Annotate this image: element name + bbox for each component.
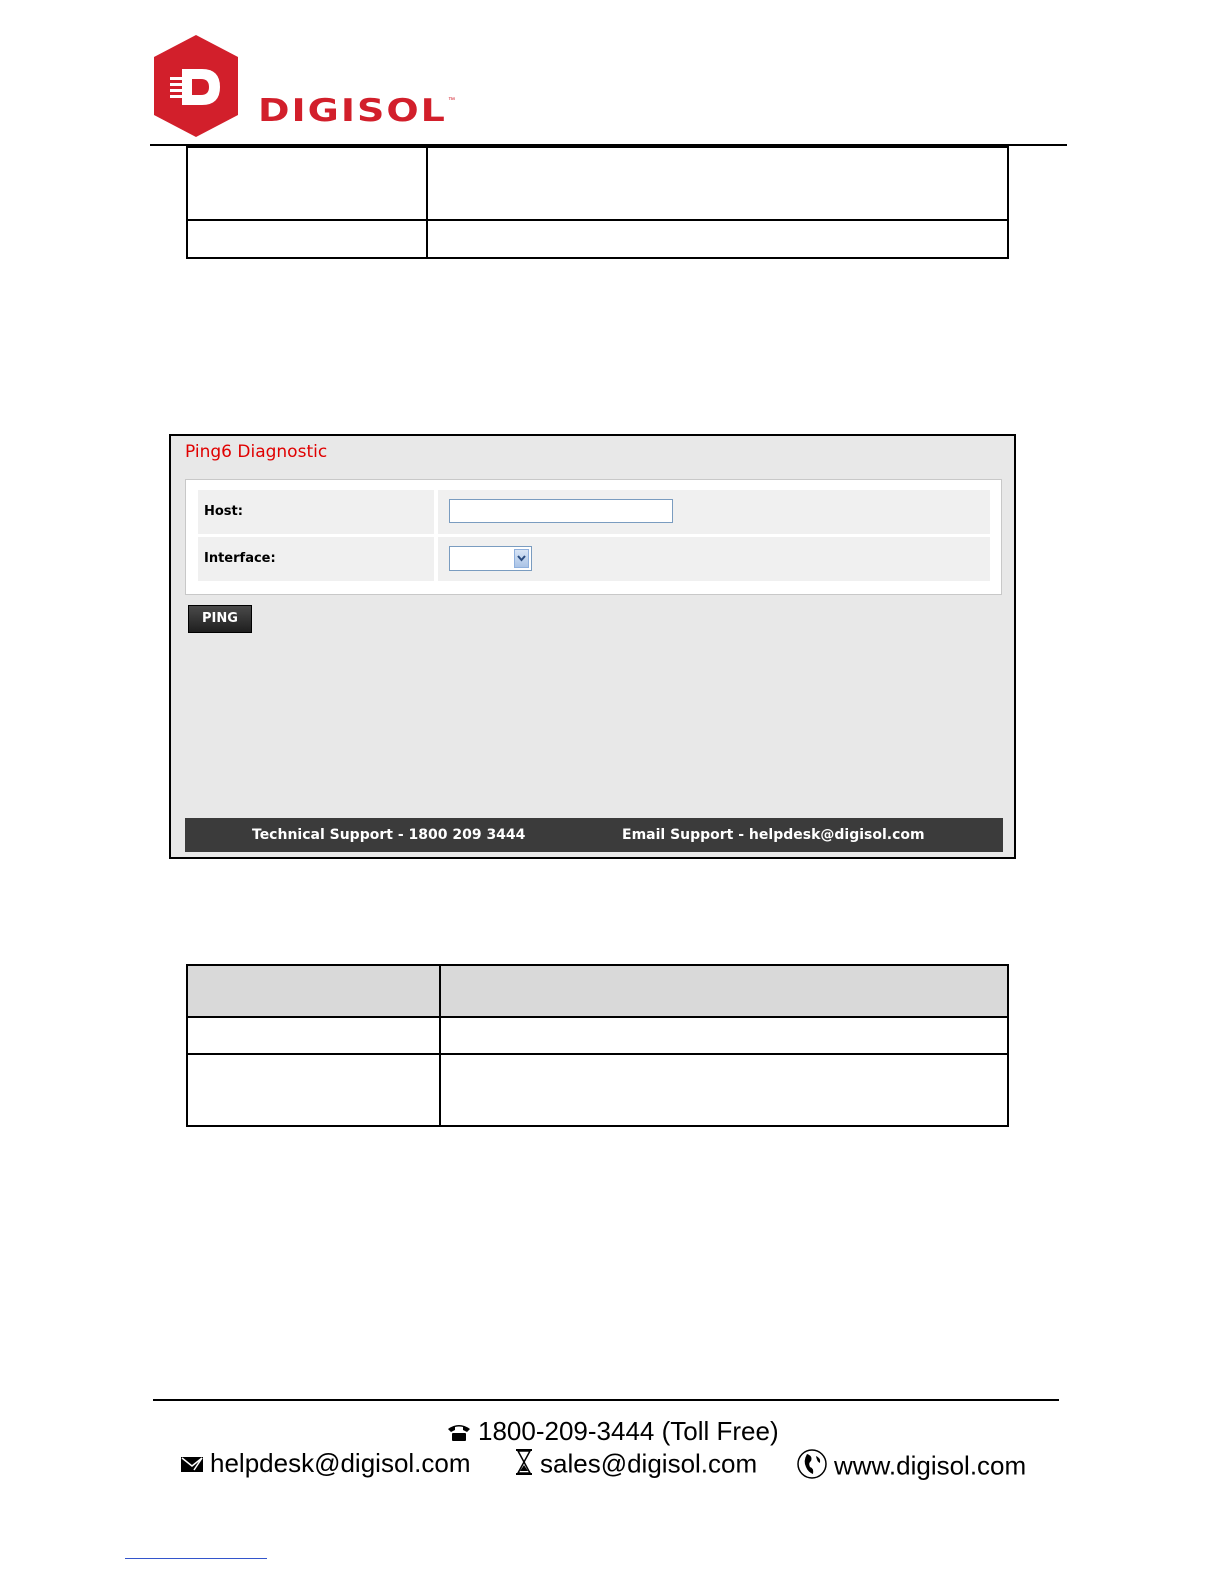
technical-support-text: Technical Support - 1800 209 3444: [252, 827, 526, 843]
host-value-cell: [438, 490, 990, 534]
phone-icon: [446, 1418, 472, 1449]
table-row: [187, 1054, 1008, 1126]
table-cell: [427, 147, 1008, 220]
digisol-logo-mark: [150, 33, 250, 141]
footnote-separator: [125, 1558, 267, 1559]
table-header-cell: [440, 965, 1008, 1017]
footer-sales: [514, 1448, 757, 1483]
footer-helpdesk: [180, 1448, 471, 1481]
hourglass-icon: [514, 1448, 534, 1483]
bottom-table: [186, 964, 1009, 1127]
host-label: Host:: [198, 490, 434, 534]
website-link[interactable]: www.digisol.com: [834, 1450, 1027, 1481]
email-support-text: Email Support - helpdesk@digisol.com: [622, 827, 925, 843]
table-row: [187, 1017, 1008, 1054]
footer-divider: [153, 1399, 1059, 1401]
footer-phone-line: [446, 1416, 779, 1449]
phone-number: 1800-209-3444 (Toll Free): [478, 1416, 779, 1446]
form-box: [185, 479, 1002, 595]
host-input[interactable]: [449, 499, 673, 523]
ping6-diagnostic-panel: [169, 434, 1016, 859]
interface-label: Interface:: [198, 537, 434, 581]
table-cell: [187, 1017, 440, 1054]
table-cell: [187, 1054, 440, 1126]
digisol-logo: [150, 33, 470, 141]
mail-icon: [180, 1450, 204, 1481]
table-row: [187, 147, 1008, 220]
table-cell: [187, 147, 427, 220]
chevron-down-icon[interactable]: [514, 549, 529, 568]
panel-title: Ping6 Diagnostic: [185, 442, 328, 462]
brand-name: DIGISOL: [258, 92, 447, 129]
trademark-mark: ™: [448, 97, 455, 104]
support-bar: [185, 818, 1003, 852]
table-cell: [187, 220, 427, 258]
globe-icon: [796, 1448, 828, 1487]
table-cell: [427, 220, 1008, 258]
interface-select[interactable]: [449, 546, 532, 571]
interface-row: [198, 537, 990, 581]
footer-website: [796, 1448, 1026, 1487]
table-row: [187, 220, 1008, 258]
host-row: [198, 490, 990, 534]
sales-email[interactable]: sales@digisol.com: [540, 1448, 758, 1479]
table-cell: [440, 1017, 1008, 1054]
table-cell: [440, 1054, 1008, 1126]
ping-button[interactable]: PING: [188, 605, 252, 633]
table-header-row: [187, 965, 1008, 1017]
table-header-cell: [187, 965, 440, 1017]
interface-value-cell: [438, 537, 990, 581]
top-table: [186, 146, 1009, 259]
helpdesk-email[interactable]: helpdesk@digisol.com: [210, 1448, 471, 1478]
